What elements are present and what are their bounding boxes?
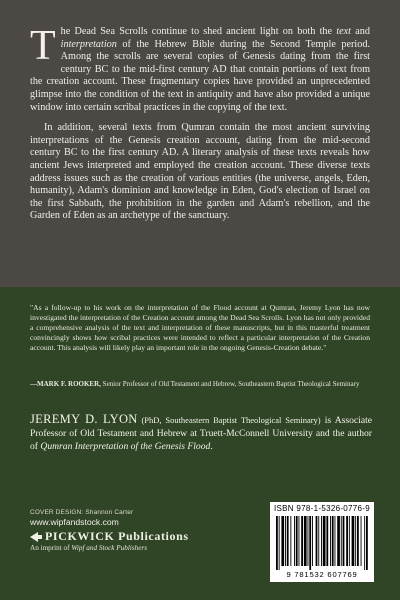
- description-p1-em-text: text: [336, 26, 352, 37]
- barcode-bar: [366, 516, 368, 570]
- barcode-graphic: [276, 516, 368, 570]
- barcode-bar: [321, 516, 322, 566]
- barcode-bar: [301, 516, 303, 566]
- author-bio-text: is Associate Professor of Old Testament and Hebrew at Truett-McConnell University and the author of: [30, 415, 373, 452]
- pickwick-arrow-icon: [30, 532, 42, 542]
- endorser-title: Senior Professor of Old Testament and Hebrew, Southeastern Baptist Theological Seminary: [100, 380, 360, 388]
- description-panel: [0, 0, 400, 287]
- barcode-bar: [357, 516, 359, 566]
- description-p1-rest: of the Hebrew Bible during the Second Temple period. Among the scrolls are several copies of Genesis dating from the first century BC to the mid-first century AD that contain portions of text from the creation account. These fragmentary copies have provided an unprecedented glimpse into the condition of the text in antiquity and have also provided a unique window into certain scribal practices in the copying of the text.: [30, 38, 370, 113]
- author-credentials: (PhD, Southeastern Baptist Theological Seminary): [137, 415, 321, 425]
- barcode-bar: [304, 516, 307, 566]
- isbn-barcode: [270, 502, 374, 582]
- barcode-bar: [330, 516, 331, 566]
- barcode-bar: [281, 516, 284, 566]
- barcode-bar: [308, 516, 309, 566]
- book-description: [30, 23, 370, 231]
- barcode-bar: [318, 516, 319, 566]
- barcode-bar: [361, 516, 362, 566]
- barcode-bar: [337, 516, 340, 566]
- endorsement-attribution: [30, 380, 375, 389]
- imprint-prefix: An imprint of: [30, 544, 72, 552]
- barcode-bar: [294, 516, 295, 566]
- barcode-bar: [355, 516, 356, 566]
- description-paragraph-2: In addition, several texts from Qumran contain the most ancient surviving interpretations of the Genesis creation account, dating from the mid-second century BC to the first century AD. A literary analysis of these texts reveals how ancient Jews interpreted and employed the creation account. These diverse texts address issues such as the creation of various entities (the universe, angels, Eden, humanity), Adam's dominion and knowledge in Eden, God's election of Israel on the first Sabbath, the prohibition in the garden and Adam's rebellion, and the Garden of Eden as an archetype of the sanctuary.: [30, 122, 370, 222]
- barcode-bar: [316, 516, 318, 566]
- publisher-logo-text: PICKWICK Publications: [45, 529, 189, 543]
- barcode-bar: [352, 516, 355, 566]
- description-p1-intro: he Dead Sea Scrolls continue to shed ancient light on both the: [60, 26, 337, 37]
- barcode-bar: [287, 516, 289, 566]
- endorsement-quote: "As a follow-up to his work on the interpretation of the Flood account at Qumran, Jeremy Lyon has now investigated the interpretation of the Creation account among the Dead Sea Scrolls. Lyon has not only provided a comprehensive analysis of the text and interpretation of these manuscripts, but in this masterful treatment convincingly shows how scribal practices were intended to reflect a particular interpretation of the Creation account. This analysis will likely play an important role in the ongoing Genesis-Creation debate.": [30, 303, 370, 352]
- barcode-bar: [309, 516, 311, 570]
- barcode-bar: [346, 516, 348, 566]
- barcode-bar: [335, 516, 336, 566]
- barcode-bar: [312, 516, 313, 566]
- drop-cap: T: [30, 23, 56, 69]
- imprint-publisher: Wipf and Stock Publishers: [71, 544, 147, 552]
- barcode-bar: [323, 516, 326, 566]
- barcode-bar: [326, 516, 328, 566]
- publisher-website[interactable]: www.wipfandstock.com: [30, 517, 119, 527]
- description-p1-and: and: [351, 26, 370, 37]
- imprint-line: [30, 544, 147, 552]
- barcode-bar: [290, 516, 291, 566]
- author-bio-end: .: [210, 440, 213, 452]
- author-previous-book: Qumran Interpretation of the Genesis Flood: [40, 440, 211, 452]
- barcode-bar: [276, 516, 278, 570]
- barcode-bar: [341, 516, 342, 566]
- barcode-bar: [299, 516, 300, 566]
- barcode-bar: [364, 516, 365, 570]
- barcode-digits: 9 781532 607769: [286, 570, 358, 579]
- barcode-bar: [285, 516, 286, 566]
- barcode-bar: [343, 516, 345, 566]
- endorser-name: —MARK F. ROOKER,: [30, 380, 101, 388]
- publisher-logo: [30, 529, 189, 544]
- author-bio: [30, 413, 372, 453]
- author-name: JEREMY D. LYON: [30, 412, 138, 426]
- isbn-number: ISBN 978-1-5326-0776-9: [274, 504, 370, 513]
- description-paragraph-1: [30, 23, 370, 114]
- barcode-bar: [296, 516, 298, 566]
- description-p1-em-interpretation: interpretation: [60, 38, 117, 50]
- barcode-bar: [332, 516, 334, 566]
- barcode-bar: [349, 516, 350, 566]
- barcode-bar: [279, 516, 280, 570]
- cover-design-credit: COVER DESIGN: Shannon Carter: [30, 509, 134, 516]
